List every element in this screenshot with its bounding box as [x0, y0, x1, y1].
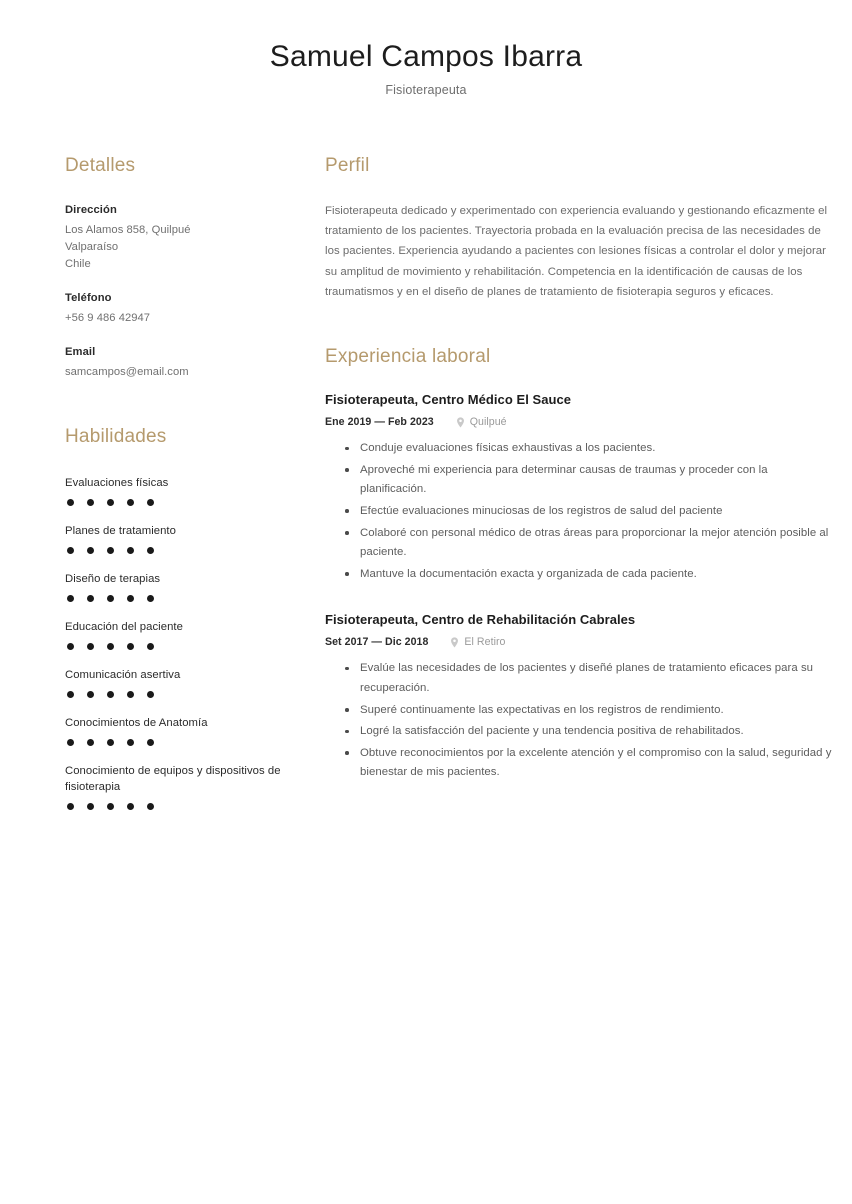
rating-dot	[127, 499, 134, 506]
rating-dot	[127, 739, 134, 746]
skill-rating	[65, 691, 300, 698]
detail-block	[65, 204, 300, 273]
job-location	[450, 636, 505, 648]
rating-dot	[87, 643, 94, 650]
rating-dot	[127, 547, 134, 554]
job-meta	[325, 636, 837, 648]
job-location	[456, 416, 507, 428]
rating-dot	[67, 803, 74, 810]
skill-name: Conocimientos de Anatomía	[65, 716, 208, 729]
resume-header	[0, 0, 852, 97]
detail-value: Valparaíso	[65, 240, 119, 253]
rating-dot	[147, 691, 154, 698]
rating-dot	[107, 643, 114, 650]
skill-name: Evaluaciones físicas	[65, 476, 169, 489]
skill-item	[65, 763, 300, 810]
detail-block	[65, 346, 300, 381]
skills-section	[65, 426, 300, 810]
rating-dot	[147, 595, 154, 602]
details-list	[65, 204, 300, 381]
job-bullet: Evalúe las necesidades de los pacientes y diseñé planes de tratamiento eficaces para su recuperación.	[345, 659, 837, 698]
candidate-name: Samuel Campos Ibarra	[269, 40, 583, 73]
rating-dot	[147, 643, 154, 650]
candidate-job-title: Fisioterapeuta	[385, 82, 467, 97]
job-bullet: Efectúe evaluaciones minuciosas de los registros de salud del paciente	[345, 502, 837, 522]
skill-rating	[65, 499, 300, 506]
rating-dot	[147, 739, 154, 746]
detail-label: Teléfono	[65, 291, 112, 304]
profile-text: Fisioterapeuta dedicado y experimentado con experiencia evaluando y gestionando eficazmente el tratamiento de los pacientes. Trayectoria probada en la evaluación precisa de las necesidades de los pacientes. Experiencia ayudando a pacientes con lesiones físicas a controlar el dolor y mejorar su amplitud de movimiento y rehabilitación. Competencia en la identificación de causas de los traumatismos y en el diseño de planes de tratamiento de fisioterapia seguros y eficaces.	[325, 204, 828, 298]
rating-dot	[147, 547, 154, 554]
rating-dot	[127, 803, 134, 810]
rating-dot	[87, 803, 94, 810]
job-meta	[325, 416, 837, 428]
skill-item	[65, 715, 300, 746]
job-role: Fisioterapeuta, Centro Médico El Sauce	[325, 392, 572, 408]
rating-dot	[127, 691, 134, 698]
resume-body	[0, 155, 852, 827]
rating-dot	[87, 739, 94, 746]
job-bullet: Obtuve reconocimientos por la excelente atención y el compromiso con la salud, seguridad y bienestar de mis pacientes.	[345, 744, 837, 783]
job-bullet: Mantuve la documentación exacta y organizada de cada paciente.	[345, 565, 837, 585]
skill-item	[65, 619, 300, 650]
map-pin-icon	[450, 637, 459, 648]
rating-dot	[67, 595, 74, 602]
job-bullet: Superé continuamente las expectativas en los registros de rendimiento.	[345, 701, 837, 721]
rating-dot	[87, 499, 94, 506]
skill-rating	[65, 803, 300, 810]
rating-dot	[107, 595, 114, 602]
skill-name: Educación del paciente	[65, 620, 183, 633]
job-dates: Ene 2019 — Feb 2023	[325, 416, 434, 429]
rating-dot	[87, 595, 94, 602]
job-dates: Set 2017 — Dic 2018	[325, 636, 429, 649]
job-bullet: Colaboré con personal médico de otras áreas para proporcionar la mejor atención posible al paciente.	[345, 524, 837, 563]
job-entry	[325, 392, 837, 584]
job-bullet: Aproveché mi experiencia para determinar causas de traumas y proceder con la planificación.	[345, 461, 837, 500]
job-bullets	[325, 439, 837, 584]
skill-rating	[65, 547, 300, 554]
details-section	[65, 155, 300, 381]
rating-dot	[107, 691, 114, 698]
job-bullet: Logré la satisfacción del paciente y una tendencia positiva de rehabilitados.	[345, 722, 837, 742]
main-spacer	[325, 302, 837, 346]
rating-dot	[87, 691, 94, 698]
skill-name: Diseño de terapias	[65, 572, 161, 585]
skill-rating	[65, 643, 300, 650]
rating-dot	[67, 691, 74, 698]
detail-value: Los Alamos 858, Quilpué	[65, 223, 191, 236]
skill-rating	[65, 595, 300, 602]
detail-value: +56 9 486 42947	[65, 311, 151, 324]
rating-dot	[107, 739, 114, 746]
job-city: El Retiro	[464, 636, 506, 649]
main-column	[325, 155, 837, 785]
rating-dot	[107, 547, 114, 554]
details-heading: Detalles	[65, 155, 136, 176]
detail-value: samcampos@email.com	[65, 365, 189, 378]
rating-dot	[67, 499, 74, 506]
skills-heading: Habilidades	[65, 425, 167, 447]
profile-heading: Perfil	[325, 155, 370, 176]
experience-heading: Experiencia laboral	[325, 346, 491, 368]
rating-dot	[147, 803, 154, 810]
job-role: Fisioterapeuta, Centro de Rehabilitación Cabrales	[325, 612, 636, 628]
rating-dot	[127, 595, 134, 602]
skill-rating	[65, 739, 300, 746]
rating-dot	[67, 739, 74, 746]
skill-item	[65, 523, 300, 554]
rating-dot	[67, 547, 74, 554]
rating-dot	[107, 803, 114, 810]
rating-dot	[87, 547, 94, 554]
skill-item	[65, 667, 300, 698]
rating-dot	[127, 643, 134, 650]
job-bullets	[325, 659, 837, 783]
detail-value: Chile	[65, 257, 91, 270]
detail-label: Email	[65, 345, 96, 358]
detail-block	[65, 292, 300, 327]
skill-name: Conocimiento de equipos y dispositivos de fisioterapia	[65, 764, 281, 793]
job-bullet: Conduje evaluaciones físicas exhaustivas a los pacientes.	[345, 439, 837, 459]
rating-dot	[147, 499, 154, 506]
skill-name: Comunicación asertiva	[65, 668, 181, 681]
rating-dot	[107, 499, 114, 506]
experience-section	[325, 346, 837, 783]
jobs-list	[325, 392, 837, 783]
sidebar-spacer	[65, 400, 300, 426]
skills-list	[65, 475, 300, 810]
job-entry	[325, 612, 837, 783]
skill-item	[65, 571, 300, 602]
sidebar	[65, 155, 300, 827]
job-city: Quilpué	[469, 416, 507, 429]
detail-label: Dirección	[65, 203, 117, 216]
map-pin-icon	[456, 417, 465, 428]
profile-section	[325, 155, 837, 302]
rating-dot	[67, 643, 74, 650]
skill-name: Planes de tratamiento	[65, 524, 176, 537]
skill-item	[65, 475, 300, 506]
